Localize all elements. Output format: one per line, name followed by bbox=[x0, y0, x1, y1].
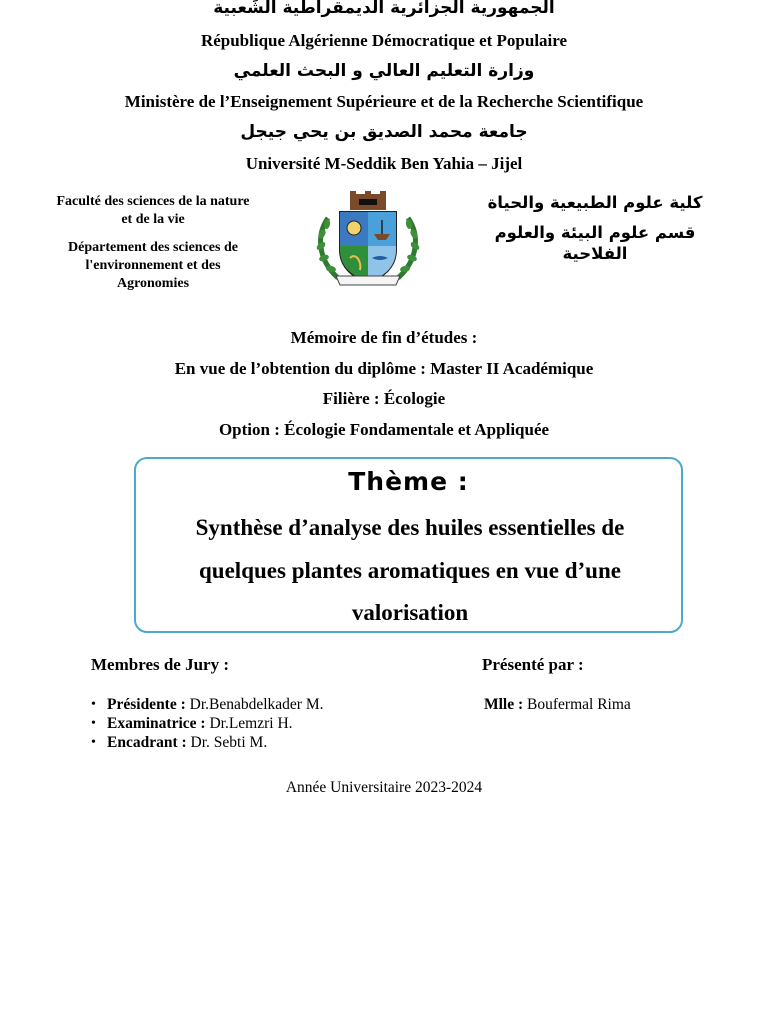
theme-label: Thème : bbox=[348, 467, 469, 496]
presenter-line bbox=[484, 695, 631, 714]
filiere-line: Filière : Écologie bbox=[322, 389, 446, 408]
presenter-name: Boufermal Rima bbox=[527, 696, 631, 713]
department-name-french: Département des sciences de l'environnement et des Agronomies bbox=[68, 240, 238, 291]
presenter-heading: Présenté par : bbox=[482, 655, 584, 674]
option-line: Option : Écologie Fondamentale et Appliquée bbox=[218, 420, 550, 439]
university-emblem-logo bbox=[310, 190, 426, 288]
department-name-arabic: قسم علوم البيئة والعلوم الفلاحية bbox=[494, 223, 696, 263]
jury-role: Présidente : bbox=[107, 696, 186, 713]
list-item bbox=[91, 714, 324, 733]
academic-year: Année Universitaire 2023-2024 bbox=[285, 779, 483, 796]
list-item bbox=[91, 695, 324, 714]
french-university-title: Université M-Seddik Ben Yahia – Jijel bbox=[245, 154, 523, 173]
list-item bbox=[91, 733, 324, 752]
diploma-line: En vue de l’obtention du diplôme : Master II Académique bbox=[174, 359, 594, 378]
arabic-republic-title: الجمهورية الجزائرية الديمقراطية الشَعبية bbox=[213, 0, 555, 18]
arabic-university-title: جامعة محمد الصديق بن يحي جيجل bbox=[240, 122, 528, 142]
faculty-name-arabic: كلية علوم الطبيعية والحياة bbox=[487, 193, 703, 212]
bullet-icon: • bbox=[91, 735, 96, 750]
french-republic-title: République Algérienne Démocratique et Populaire bbox=[200, 31, 568, 50]
faculty-block-french bbox=[52, 193, 254, 303]
bullet-icon: • bbox=[91, 716, 96, 731]
jury-list bbox=[91, 695, 324, 752]
emblem-icon bbox=[310, 190, 426, 288]
jury-name: Dr.Lemzri H. bbox=[209, 715, 293, 732]
arabic-ministry-title: وزارة التعليم العالي و البحث العلمي bbox=[233, 61, 535, 81]
faculty-block-arabic bbox=[470, 192, 720, 273]
theme-text: Synthèse d’analyse des huiles essentielles de quelques plantes aromatiques en vue d’une valorisation bbox=[195, 515, 625, 625]
theme-box bbox=[134, 457, 683, 633]
jury-name: Dr. Sebti M. bbox=[190, 734, 268, 751]
memoire-title: Mémoire de fin d’études : bbox=[290, 328, 478, 347]
faculty-name-french: Faculté des sciences de la nature et de la vie bbox=[56, 194, 250, 227]
jury-heading: Membres de Jury : bbox=[91, 655, 230, 674]
jury-role: Encadrant : bbox=[107, 734, 187, 751]
jury-role: Examinatrice : bbox=[107, 715, 206, 732]
french-ministry-title: Ministère de l’Enseignement Supérieure et de la Recherche Scientifique bbox=[124, 92, 644, 111]
jury-name: Dr.Benabdelkader M. bbox=[189, 696, 324, 713]
presenter-prefix: Mlle : bbox=[484, 696, 524, 713]
bullet-icon: • bbox=[91, 697, 96, 712]
